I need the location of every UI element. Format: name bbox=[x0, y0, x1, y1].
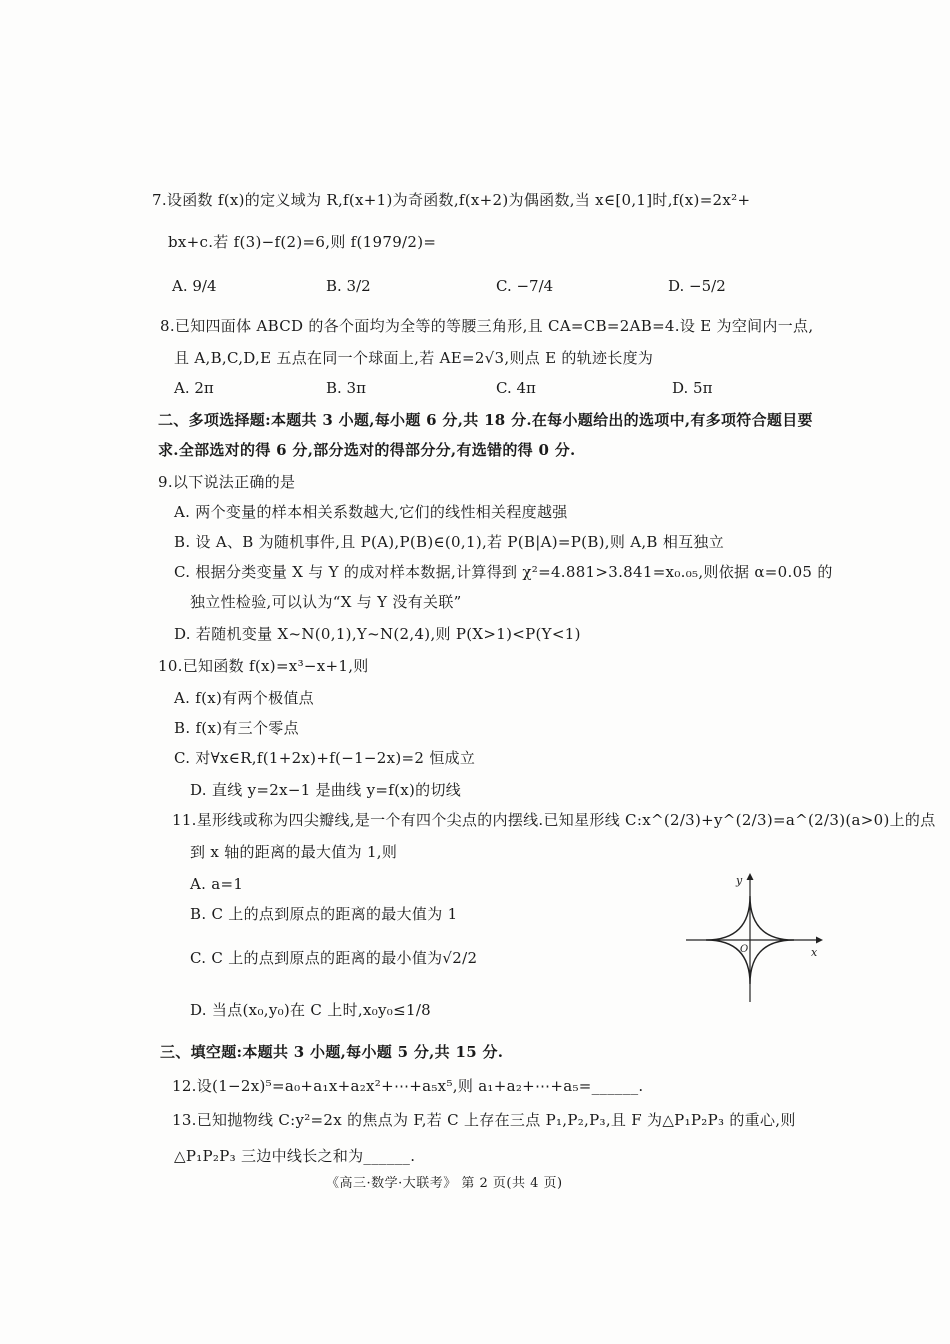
q12-line1: 12.设(1−2x)⁵=a₀+a₁x+a₂x²+⋯+a₅x⁵,则 a₁+a₂+⋯+a₅=______. bbox=[172, 1077, 644, 1095]
q7-option-a: A. 9/4 bbox=[172, 277, 217, 295]
section3-heading: 三、填空题:本题共 3 小题,每小题 5 分,共 15 分. bbox=[160, 1043, 504, 1061]
q8-option-d: D. 5π bbox=[672, 379, 713, 397]
x-axis-arrow-icon bbox=[816, 937, 823, 944]
q10-option-c: C. 对∀x∈R,f(1+2x)+f(−1−2x)=2 恒成立 bbox=[174, 749, 476, 767]
q11-line1: 11.星形线或称为四尖瓣线,是一个有四个尖点的内摆线.已知星形线 C:x^(2/3)+y^(2/3)=a^(2/3)(a>0)上的点 bbox=[172, 811, 936, 829]
q10-option-b: B. f(x)有三个零点 bbox=[174, 719, 299, 737]
q9-stem: 9.以下说法正确的是 bbox=[158, 473, 296, 491]
q11-option-b: B. C 上的点到原点的距离的最大值为 1 bbox=[190, 905, 458, 923]
q8-option-b: B. 3π bbox=[326, 379, 366, 397]
q11-option-a: A. a=1 bbox=[190, 875, 244, 893]
q7-line1: 7.设函数 f(x)的定义域为 R,f(x+1)为奇函数,f(x+2)为偶函数,当 x∈[0,1]时,f(x)=2x²+ bbox=[152, 191, 751, 209]
q7-option-b: B. 3/2 bbox=[326, 277, 371, 295]
q7-option-d: D. −5/2 bbox=[668, 277, 726, 295]
section2-heading-line2: 求.全部选对的得 6 分,部分选对的得部分分,有选错的得 0 分. bbox=[158, 441, 576, 459]
q9-option-d: D. 若随机变量 X~N(0,1),Y~N(2,4),则 P(X>1)<P(Y<1) bbox=[174, 625, 581, 643]
y-axis-label: y bbox=[736, 874, 743, 887]
origin-label: O bbox=[740, 944, 749, 955]
q9-option-c-line2: 独立性检验,可以认为“X 与 Y 没有关联” bbox=[190, 593, 462, 611]
q8-option-c: C. 4π bbox=[496, 379, 536, 397]
q8-option-a: A. 2π bbox=[174, 379, 214, 397]
page-footer: 《高三·数学·大联考》 第 2 页(共 4 页) bbox=[326, 1176, 563, 1191]
astroid-figure bbox=[684, 872, 824, 1004]
q8-line1: 8.已知四面体 ABCD 的各个面均为全等的等腰三角形,且 CA=CB=2AB=4.设 E 为空间内一点, bbox=[160, 317, 814, 335]
q7-option-c: C. −7/4 bbox=[496, 277, 554, 295]
y-axis-arrow-icon bbox=[747, 873, 754, 880]
q10-option-a: A. f(x)有两个极值点 bbox=[174, 689, 314, 707]
q11-option-d: D. 当点(x₀,y₀)在 C 上时,x₀y₀≤1/8 bbox=[190, 1001, 432, 1019]
q11-line2: 到 x 轴的距离的最大值为 1,则 bbox=[190, 843, 398, 861]
q9-option-c-line1: C. 根据分类变量 X 与 Y 的成对样本数据,计算得到 χ²=4.881>3.841=x₀.₀₅,则依据 α=0.05 的 bbox=[174, 563, 833, 581]
q13-line2: △P₁P₂P₃ 三边中线长之和为______. bbox=[174, 1147, 416, 1165]
section2-heading-line1: 二、多项选择题:本题共 3 小题,每小题 6 分,共 18 分.在每小题给出的选项中,有多项符合题目要 bbox=[158, 411, 813, 429]
q8-line2: 且 A,B,C,D,E 五点在同一个球面上,若 AE=2√3,则点 E 的轨迹长度为 bbox=[174, 349, 654, 367]
q10-option-d: D. 直线 y=2x−1 是曲线 y=f(x)的切线 bbox=[190, 781, 462, 799]
q11-option-c: C. C 上的点到原点的距离的最小值为√2/2 bbox=[190, 949, 478, 967]
q13-line1: 13.已知抛物线 C:y²=2x 的焦点为 F,若 C 上存在三点 P₁,P₂,P₃,且 F 为△P₁P₂P₃ 的重心,则 bbox=[172, 1111, 796, 1129]
q9-option-a: A. 两个变量的样本相关系数越大,它们的线性相关程度越强 bbox=[174, 503, 568, 521]
x-axis-label: x bbox=[811, 946, 818, 959]
q7-line2: bx+c.若 f(3)−f(2)=6,则 f(1979/2)= bbox=[168, 233, 437, 251]
q9-option-b: B. 设 A、B 为随机事件,且 P(A),P(B)∈(0,1),若 P(B|A)=P(B),则 A,B 相互独立 bbox=[174, 533, 725, 551]
q10-stem: 10.已知函数 f(x)=x³−x+1,则 bbox=[158, 657, 369, 675]
